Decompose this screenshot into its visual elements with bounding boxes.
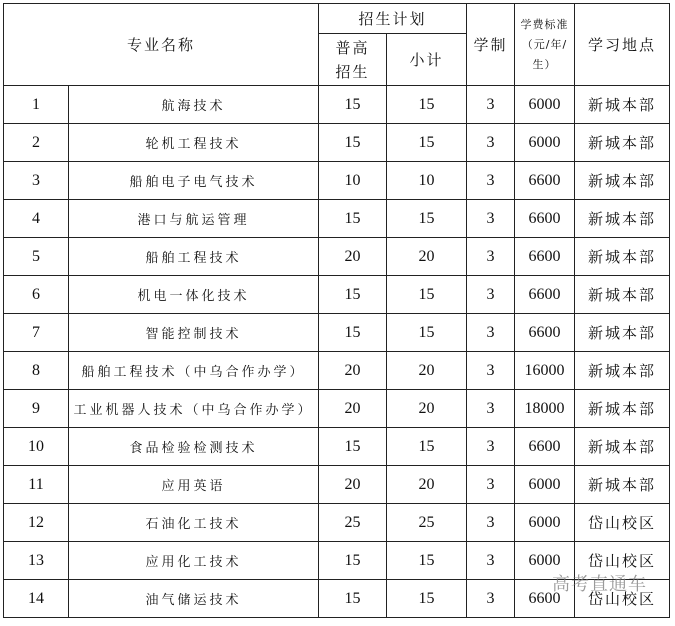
header-duration: 学制 — [467, 4, 515, 86]
table-row — [4, 390, 670, 428]
header-subtotal: 小计 — [387, 34, 467, 86]
major-name-cell: 智能控制技术 — [69, 314, 319, 352]
row-number: 3 — [4, 162, 69, 200]
row-number: 1 — [4, 86, 69, 124]
duration-cell: 3 — [467, 580, 515, 618]
location-cell: 新城本部 — [575, 200, 670, 238]
general-high-count-cell: 15 — [319, 86, 387, 124]
general-high-count-cell: 10 — [319, 162, 387, 200]
general-high-count-cell: 20 — [319, 352, 387, 390]
tuition-cell: 6000 — [515, 542, 575, 580]
duration-cell: 3 — [467, 390, 515, 428]
row-number: 9 — [4, 390, 69, 428]
subtotal-cell: 20 — [387, 390, 467, 428]
duration-cell: 3 — [467, 466, 515, 504]
location-cell: 岱山校区 — [575, 580, 670, 618]
duration-cell: 3 — [467, 428, 515, 466]
subtotal-cell: 15 — [387, 428, 467, 466]
subtotal-cell: 20 — [387, 352, 467, 390]
tuition-cell: 6600 — [515, 238, 575, 276]
table-row — [4, 124, 670, 162]
location-cell: 新城本部 — [575, 238, 670, 276]
row-number: 5 — [4, 238, 69, 276]
tuition-cell: 6600 — [515, 314, 575, 352]
major-name-cell: 工业机器人技术（中乌合作办学） — [69, 390, 319, 428]
location-cell: 岱山校区 — [575, 504, 670, 542]
major-name-cell: 船舶工程技术 — [69, 238, 319, 276]
subtotal-cell: 25 — [387, 504, 467, 542]
table-row — [4, 200, 670, 238]
tuition-cell: 6600 — [515, 200, 575, 238]
major-name-cell: 船舶工程技术（中乌合作办学） — [69, 352, 319, 390]
major-name-cell: 港口与航运管理 — [69, 200, 319, 238]
header-location: 学习地点 — [575, 4, 670, 86]
row-number: 14 — [4, 580, 69, 618]
tuition-cell: 18000 — [515, 390, 575, 428]
location-cell: 岱山校区 — [575, 542, 670, 580]
duration-cell: 3 — [467, 504, 515, 542]
general-high-count-cell: 15 — [319, 200, 387, 238]
general-high-count-cell: 20 — [319, 390, 387, 428]
major-name-cell: 油气储运技术 — [69, 580, 319, 618]
table-row — [4, 352, 670, 390]
row-number: 8 — [4, 352, 69, 390]
table-row — [4, 314, 670, 352]
general-high-count-cell: 15 — [319, 542, 387, 580]
major-name-cell: 应用化工技术 — [69, 542, 319, 580]
general-high-count-cell: 15 — [319, 428, 387, 466]
table-row — [4, 466, 670, 504]
table-row — [4, 428, 670, 466]
table-row — [4, 162, 670, 200]
tuition-cell: 6600 — [515, 580, 575, 618]
watermark: 高考直通车 — [552, 574, 647, 595]
duration-cell: 3 — [467, 238, 515, 276]
subtotal-cell: 20 — [387, 466, 467, 504]
duration-cell: 3 — [467, 86, 515, 124]
subtotal-cell: 20 — [387, 238, 467, 276]
duration-cell: 3 — [467, 200, 515, 238]
tuition-cell: 6000 — [515, 86, 575, 124]
tuition-cell: 6600 — [515, 428, 575, 466]
general-high-count-cell: 20 — [319, 466, 387, 504]
table-row — [4, 504, 670, 542]
row-number: 11 — [4, 466, 69, 504]
row-number: 13 — [4, 542, 69, 580]
major-name-cell: 应用英语 — [69, 466, 319, 504]
major-name-cell: 机电一体化技术 — [69, 276, 319, 314]
table-row — [4, 86, 670, 124]
row-number: 10 — [4, 428, 69, 466]
tuition-cell: 6000 — [515, 124, 575, 162]
major-name-cell: 石油化工技术 — [69, 504, 319, 542]
duration-cell: 3 — [467, 162, 515, 200]
general-high-count-cell: 15 — [319, 314, 387, 352]
table-row — [4, 276, 670, 314]
location-cell: 新城本部 — [575, 86, 670, 124]
row-number: 12 — [4, 504, 69, 542]
table-row — [4, 238, 670, 276]
subtotal-cell: 15 — [387, 124, 467, 162]
major-name-cell: 食品检验检测技术 — [69, 428, 319, 466]
general-high-count-cell: 15 — [319, 276, 387, 314]
subtotal-cell: 15 — [387, 314, 467, 352]
header-tuition: 学费标准（元/年/生） — [515, 4, 575, 86]
tuition-cell: 16000 — [515, 352, 575, 390]
major-name-cell: 航海技术 — [69, 86, 319, 124]
header-general-high: 普高招生 — [319, 34, 387, 86]
general-high-count-cell: 25 — [319, 504, 387, 542]
general-high-count-cell: 20 — [319, 238, 387, 276]
row-number: 7 — [4, 314, 69, 352]
tuition-cell: 6000 — [515, 504, 575, 542]
header-major-name: 专业名称 — [4, 4, 319, 86]
location-cell: 新城本部 — [575, 314, 670, 352]
subtotal-cell: 15 — [387, 276, 467, 314]
tuition-cell: 6600 — [515, 276, 575, 314]
header-enrollment-plan: 招生计划 — [319, 4, 467, 34]
location-cell: 新城本部 — [575, 390, 670, 428]
duration-cell: 3 — [467, 276, 515, 314]
subtotal-cell: 15 — [387, 542, 467, 580]
location-cell: 新城本部 — [575, 466, 670, 504]
row-number: 4 — [4, 200, 69, 238]
general-high-count-cell: 15 — [319, 580, 387, 618]
subtotal-cell: 10 — [387, 162, 467, 200]
duration-cell: 3 — [467, 542, 515, 580]
duration-cell: 3 — [467, 352, 515, 390]
location-cell: 新城本部 — [575, 276, 670, 314]
tuition-cell: 6600 — [515, 162, 575, 200]
row-number: 2 — [4, 124, 69, 162]
subtotal-cell: 15 — [387, 200, 467, 238]
tuition-cell: 6000 — [515, 466, 575, 504]
location-cell: 新城本部 — [575, 162, 670, 200]
location-cell: 新城本部 — [575, 428, 670, 466]
general-high-count-cell: 15 — [319, 124, 387, 162]
row-number: 6 — [4, 276, 69, 314]
location-cell: 新城本部 — [575, 124, 670, 162]
duration-cell: 3 — [467, 124, 515, 162]
subtotal-cell: 15 — [387, 86, 467, 124]
location-cell: 新城本部 — [575, 352, 670, 390]
subtotal-cell: 15 — [387, 580, 467, 618]
major-name-cell: 船舶电子电气技术 — [69, 162, 319, 200]
enrollment-plan-table — [3, 3, 670, 618]
duration-cell: 3 — [467, 314, 515, 352]
major-name-cell: 轮机工程技术 — [69, 124, 319, 162]
